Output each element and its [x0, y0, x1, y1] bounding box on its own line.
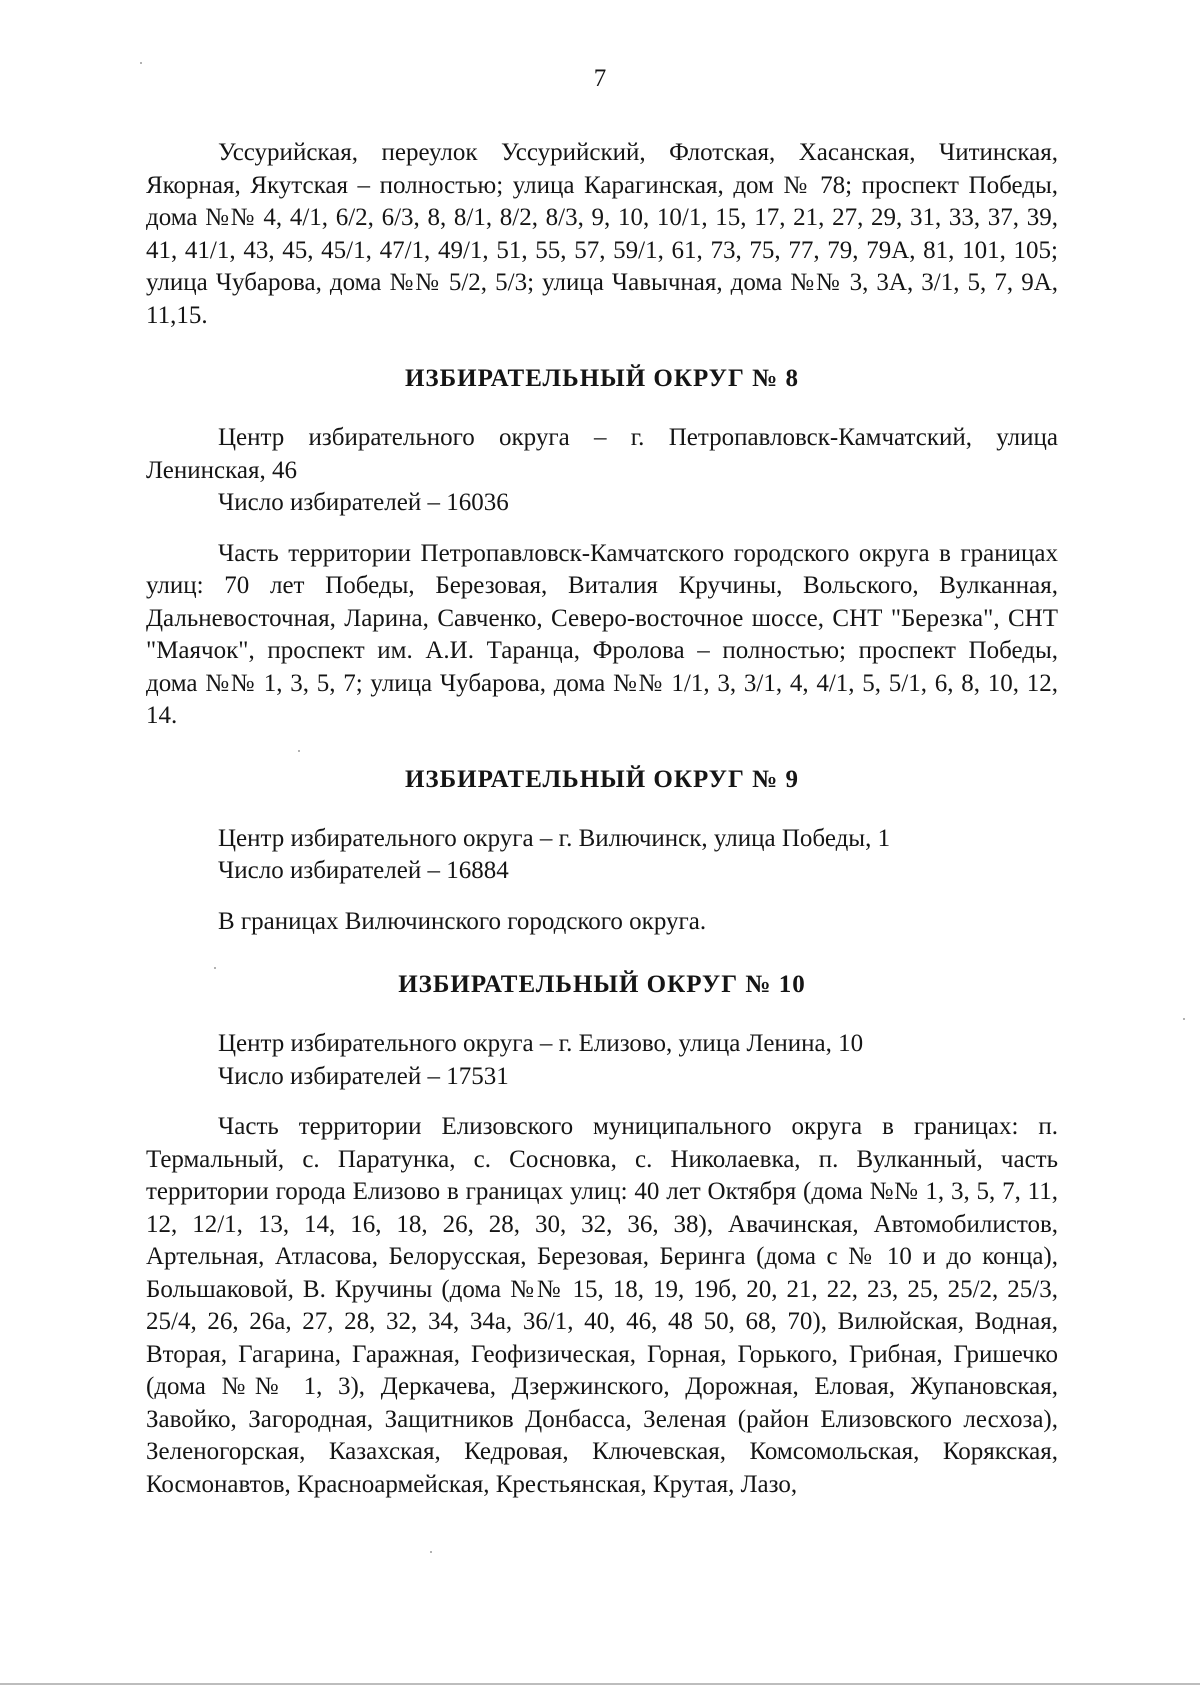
district-9-heading: ИЗБИРАТЕЛЬНЫЙ ОКРУГ № 9 [404, 765, 799, 793]
district-9-voters: Число избирателей – 16884 [218, 857, 509, 884]
district-8 [146, 363, 1058, 733]
scan-speck [298, 750, 300, 752]
district-10-territory: Часть территории Елизовского муниципального округа в границах: п. Термальный, с. Паратунка, с. Сосновка, с. Николаевка, п. Вулканный, часть территории города Елизово в границах улиц: 40 лет Октября (дома №№ 1, 3, 5, 7, 11, 12, 12/1, 13, 14, 16, 18, 26, 28, 30, 32, 36, 38), Авачинская, Автомобилистов, Артельная, Атласова, Белорусская, Березовая, Беринга (дома с № 10 и до конца), Большаковой, В. Кручины (дома №№ 15, 18, 19, 19б, 20, 21, 22, 23, 25, 25/2, 25/3, 25/4, 26, 26а, 27, 28, 32, 34, 34а, 36/1, 40, 46, 48 50, 68, 70), Вилюйская, Водная, Вторая, Гагарина, Гаражная, Геофизическая, Горная, Горького, Грибная, Гришечко (дома №№ 1, 3), Деркачева, Дзержинского, Дорожная, Еловая, Жупановская, Завойко, Загородная, Защитников Донбасса, Зеленая (район Елизовского лесхоза), Зеленогорская, Казахская, Кедровая, Ключевская, Комсомольская, Корякская, Космонавтов, Красноармейская, Крестьянская, Крутая, Лазо, [146, 1113, 1058, 1498]
district-8-center: Центр избирательного округа – г. Петропавловск-Камчатский, улица Ленинская, 46 [146, 424, 1058, 484]
district-10 [146, 969, 1058, 1501]
scan-edge-line [0, 1683, 1200, 1685]
scan-speck [214, 967, 216, 969]
scan-speck [1183, 1018, 1185, 1020]
district-9-center: Центр избирательного округа – г. Вилючинск, улица Победы, 1 [218, 824, 891, 852]
scan-speck [140, 62, 142, 64]
paragraph-continuation: Уссурийская, переулок Уссурийский, Флотская, Хасанская, Читинская, Якорная, Якутская – полностью; улица Карагинская, дом № 78; проспект Победы, дома №№ 4, 4/1, 6/2, 6/3, 8, 8/1, 8/2, 8/3, 9, 10, 10/1, 15, 17, 21, 27, 29, 31, 33, 37, 39, 41, 41/1, 43, 45, 45/1, 47/1, 49/1, 51, 55, 57, 59/1, 61, 73, 75, 77, 79, 79А, 81, 101, 105; улица Чубарова, дома №№ 5/2, 5/3; улица Чавычная, дома №№ 3, 3А, 3/1, 5, 7, 9А, 11,15. [146, 139, 1058, 329]
district-9 [146, 764, 1058, 939]
page-number: 7 [593, 65, 607, 92]
district-8-territory: Часть территории Петропавловск-Камчатского городского округа в границах улиц: 70 лет Победы, Березовая, Виталия Кручины, Вольского, Вулканная, Дальневосточная, Ларина, Савченко, Северо-восточное шоссе, СНТ "Березка", СНТ "Маячок", проспект им. А.И. Таранца, Фролова – полностью; проспект Победы, дома №№ 1, 3, 5, 7; улица Чубарова, дома №№ 1/1, 3, 3/1, 4, 4/1, 5, 5/1, 6, 8, 10, 12, 14. [146, 539, 1058, 729]
district-9-territory: В границах Вилючинского городского округа. [218, 907, 707, 935]
district-10-center: Центр избирательного округа – г. Елизово, улица Ленина, 10 [218, 1030, 864, 1057]
district-8-heading: ИЗБИРАТЕЛЬНЫЙ ОКРУГ № 8 [404, 365, 799, 392]
district-10-heading: ИЗБИРАТЕЛЬНЫЙ ОКРУГ № 10 [398, 971, 806, 998]
scan-speck [430, 1551, 432, 1553]
district-10-voters: Число избирателей – 17531 [218, 1062, 509, 1090]
document-body [146, 137, 1058, 1501]
district-8-voters: Число избирателей – 16036 [218, 489, 509, 516]
